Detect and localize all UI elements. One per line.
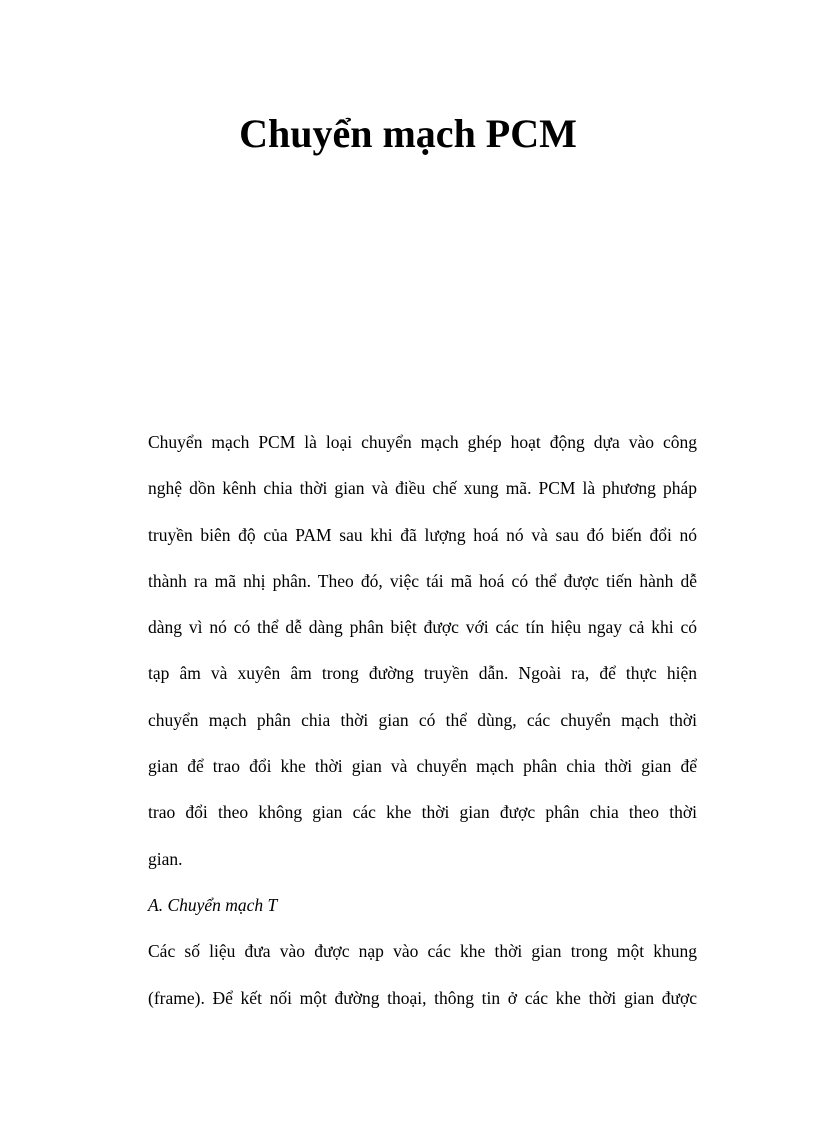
text-line: Chuyển mạch PCM là loại chuyển mạch ghép hoạt động dựa vào công [148, 432, 697, 452]
text-line: (frame). Để kết nối một đường thoại, thông tin ở các khe thời gian được [148, 987, 697, 1008]
text-line: Các số liệu đưa vào được nạp vào các khe thời gian trong một khung [148, 941, 697, 962]
document-body [148, 419, 697, 1021]
text-line: nghệ dồn kênh chia thời gian và điều chế xung mã. PCM là phương pháp [148, 478, 697, 499]
text-line: tạp âm và xuyên âm trong đường truyền dẫn. Ngoài ra, để thực hiện [148, 663, 697, 684]
text-line: chuyển mạch phân chia thời gian có thể dùng, các chuyển mạch thời [148, 709, 697, 730]
text-line: gian để trao đổi khe thời gian và chuyển mạch phân chia thời gian để [148, 756, 697, 777]
section-a-heading: A. Chuyển mạch T [148, 894, 278, 915]
text-line: gian. [148, 848, 183, 869]
text-line: truyền biên độ của PAM sau khi đã lượng hoá nó và sau đó biến đổi nó [148, 524, 697, 545]
text-line: trao đổi theo không gian các khe thời gian được phân chia theo thời [148, 802, 697, 823]
section-a-paragraph [148, 928, 697, 1021]
intro-paragraph [148, 419, 697, 882]
text-line: thành ra mã nhị phân. Theo đó, việc tái mã hoá có thể được tiến hành dễ [148, 570, 697, 591]
text-line: dàng vì nó có thể dễ dàng phân biệt được với các tín hiệu ngay cả khi có [148, 617, 697, 638]
document-title: Chuyển mạch PCM [239, 111, 577, 156]
